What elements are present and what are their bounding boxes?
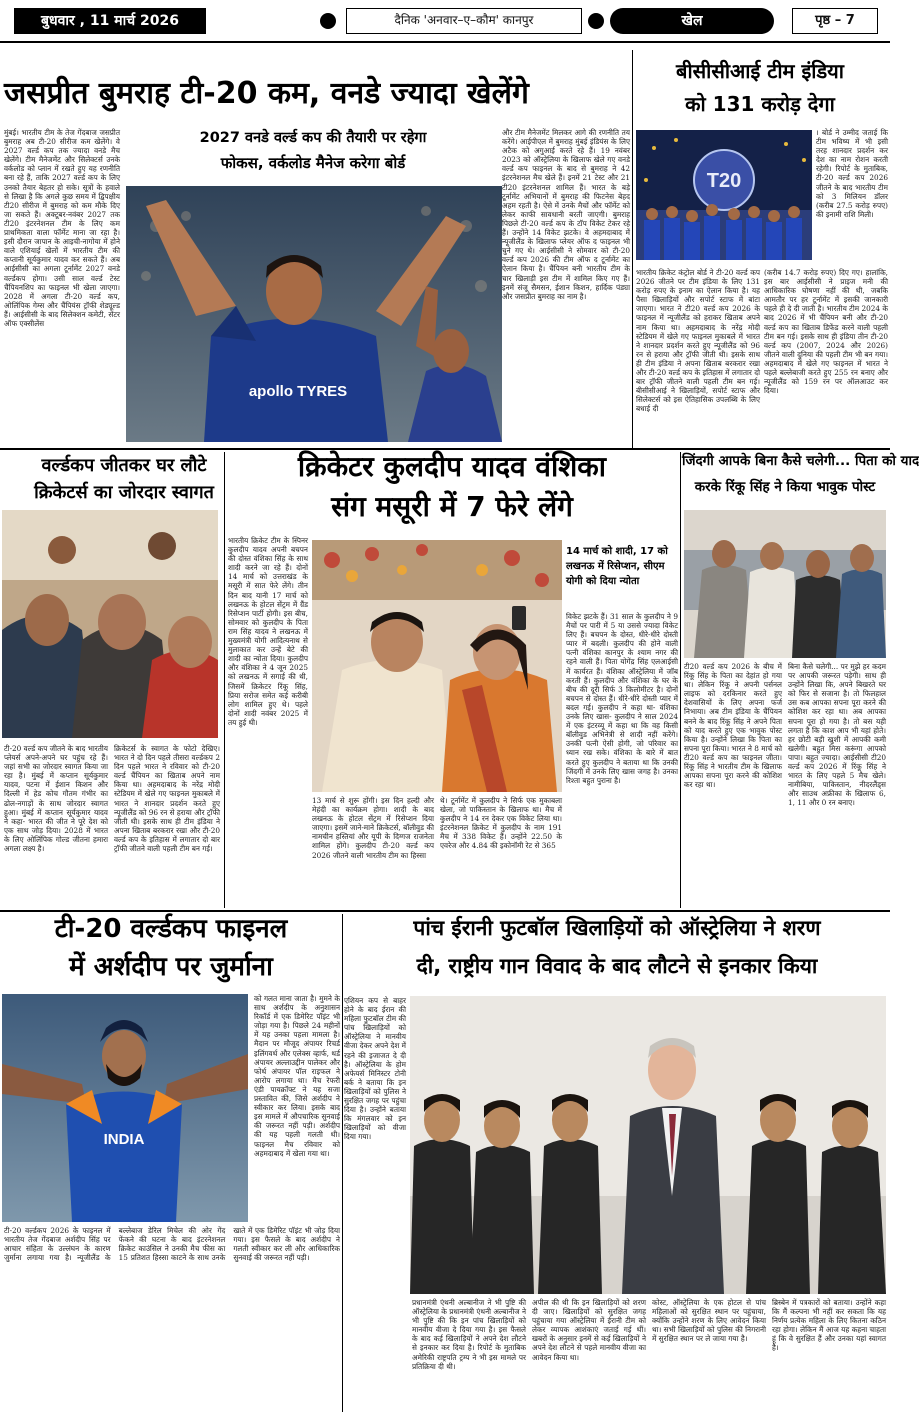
rule-below-middle — [0, 910, 890, 912]
kuldeep-headline-2: संग मसूरी में 7 फेरे लेंगे — [331, 490, 573, 523]
iran-column-d: कोस्ट, ऑस्ट्रेलिया के एक होटल से पांच महिलाओं को सुरक्षित स्थान पर पहुंचाया, क्योंकि उन्होंने शरण के लिए आवेदन किया था। सभी खिलाड़ियों को पुलिस की निगरानी में सुरक्षित स्थान पर ले जाया गया है। — [652, 1298, 766, 1344]
bullet-dot-left — [320, 13, 336, 29]
bumrah-column-1: मुंबई। भारतीय टीम के तेज गेंदबाज जसप्रीत बुमराह अब टी-20 सीरीज कम खेलेंगे। वे 2027 वर्ल्ड कप तक ज्यादा वनडे मैच खेलेंगे। टीम मैनेजमेंट और सिलेक्टर्स उनके वर्कलोड को प्लान में रखते हुए यह रणनीति बना रहे हैं, ताकि 2027 वर्ल्ड कप के लिए उनको तैयार बेहतर हो सके। सूत्रों के हवाले से लिखा है कि अगले कुछ समय में द्विपक्षीय टी20 सीरीज में बुमराह को कम मौके दिए जा सकते हैं। अक्टूबर-नवंबर 2027 तक टी20 इंटरनेशनल टीम के लिए कम प्राथमिकता वाला फॉर्मेट माना जा रहा है। इसी दौरान जापान के आइची-नागोया में होने वाले एशियाई खेलों में भारतीय टीम की कप्तानी सूर्यकुमार यादव कर सकते हैं। अब आईसीसी का अगला टूर्नामेंट 2027 वनडे वर्ल्डकप होगा। उसी साल वर्ल्ड टेस्ट चैंपियनशिप का फाइनल भी खेला जाएगा। 2028 में अगला टी-20 वर्ल्ड कप, ओलिंपिक गेम्स और चैंपियंस ट्रॉफी शेड्यूल्ड हैं। आईसीसी के बाद सिलेक्शन कमेटी, सेंटर ऑफ एक्सीलेंस — [4, 128, 120, 328]
paper-name-box — [346, 8, 582, 34]
bumrah-subhead-1: 2027 वनडे वर्ल्ड कप की तैयारी पर रहेगा — [199, 130, 427, 146]
bumrah-subhead-2: फोकस, वर्कलोड मैनेज करेगा बोर्ड — [220, 154, 406, 172]
page-number: पृष्ठ – 7 — [815, 13, 855, 28]
welcome-column-a: टी-20 वर्ल्ड कप जीतने के बाद भारतीय प्लेयर्स अपने-अपने घर पहुंच रहे हैं। जहां सभी का जोरदार स्वागत किया जा रहा है। मुंबई में कप्तान सूर्यकुमार यादव, पटना में ईशान किशन और दिल्ली में हेड कोच गौतम गंभीर का ढोल-नगाड़ों के साथ जोरदार स्वागत हुआ। मुंबई में कप्तान सूर्यकुमार यादव ने कहा- भारत की जीत ने पूरे देश को एक साथ जोड़ दिया। 2028 में भारत के लिए ओलिंपिक गोल्ड जीतना हमारा अगला लक्ष्य है। — [4, 744, 108, 854]
bcci-headline-2: को 131 करोड़ देगा — [685, 92, 835, 116]
arshdeep-headline-1: टी-20 वर्ल्डकप फाइनल — [54, 914, 288, 944]
iran-headline-1: पांच ईरानी फुटबॉल खिलाड़ियों को ऑस्ट्रेलिया ने शरण — [413, 916, 821, 940]
arshdeep-jersey-logo: INDIA — [103, 1131, 145, 1148]
bumrah-jersey-logo: apollo TYRES — [248, 383, 348, 400]
arshdeep-photo — [2, 994, 248, 1222]
rule-vert-bottom — [342, 914, 343, 1412]
arshdeep-headline-2: में अर्शदीप पर जुर्माना — [69, 952, 273, 982]
welcome-column-b: क्रिकेटर्स के स्वागत के फोटो देखिए। भारत ने दो दिन पहले तीसरा वर्ल्डकप 2 दिन पहले भारत ने रविवार को टी-20 वर्ल्ड चैंपियन का खिताब अपने नाम किया था। अहमदाबाद के नरेंद्र मोदी स्टेडियम में खेले गए फाइनल मुकाबले में भारत ने शानदार प्रदर्शन करते हुए न्यूजीलैंड को 96 रन से हराया और ट्रॉफी जीती थी। इसके साथ ही टीम इंडिया ने अपना खिताब बरकरार रखा और टी-20 वर्ल्ड कप के इतिहास में लगातार दो बार ट्रॉफी जीतने वाली पहली टीम बन गई। — [114, 744, 220, 854]
welcome-photo — [2, 510, 218, 738]
kuldeep-column-d: विकेट झटके हैं। 31 साल के कुलदीप ने 9 मैचों पर पारी में 5 या उससे ज्यादा विकेट लिए हैं। बचपन के दोस्त, धीरे-धीरे दोस्ती प्यार में बदली। कुलदीप की होने वाली पत्नी वंशिका कानपुर के श्याम नगर की रहने वाली हैं। पिता योगेंद्र सिंह एलआईसी में कार्यरत हैं। वंशिका ऑस्ट्रेलिया में जॉब करती हैं। कुलदीप और वंशिका के घर के बीच की दूरी सिर्फ 3 किलोमीटर है। दोनों बचपन से दोस्त हैं। धीरे-धीरे दोस्ती प्यार में बदल गई। कुलदीप ने कहा था- वंशिका उनके लिए खास- कुलदीप ने साल 2024 में एक इंटरव्यू में कहा था कि वह किसी बॉलीवुड अभिनेत्री से शादी नहीं करेंगे। उनकी पत्नी ऐसी होगी, जो परिवार का ध्यान रख सके। वंशिका के बारे में बात करते हुए कुलदीप ने बताया था कि उनकी जिंदगी में उनके लिए खास जगह है। उनका रिश्ता बहुत पुराना है। — [566, 612, 678, 785]
bumrah-column-4: और टीम मैनेजमेंट मिलकर आगे की रणनीति तय करेंगे। आईपीएल में बुमराह मुंबई इंडियंस के लिए अटैक को अगुआई करते रहे हैं। 19 नवंबर 2023 को ऑस्ट्रेलिया के खिलाफ खेले गए वनडे वर्ल्ड कप फाइनल के बाद से बुमराह ने 42 इंटरनेशनल मैच खेले हैं। इनमें 21 टेस्ट और 21 टी20 इंटरनेशनल शामिल हैं। भारत के बड़े टूर्नामेंट अभियानों में बुमराह की फिटनेस बेहद अहम रहती है। ऐसे में उनके मैचों और फॉर्मेट को लेकर काफी सावधानी बरती जाएगी। बुमराह पिछले टी-20 वर्ल्ड कप के टॉप विकेट टेकर रहे हैं। उन्होंने 14 विकेट झटके। वे अहमदाबाद में न्यूजीलैंड के खिलाफ प्लेयर ऑफ द फाइनल भी चुने गए थे। आईसीसी ने सोमवार को टी-20 वर्ल्ड कप 2026 की टीम ऑफ द टूर्नामेंट का ऐलान किया है। चैंपियन बनी भारतीय टीम के चार खिलाड़ी इस टीम में शामिल किए गए हैं। इनमें संजू सैमसन, ईशान किशन, हार्दिक पंड्या और जसप्रीत बुमराह का नाम है। — [502, 128, 630, 301]
rule-vert-mid-left — [224, 452, 225, 908]
section-label: खेल — [681, 13, 703, 29]
date-box — [14, 8, 206, 34]
iran-photo — [410, 996, 886, 1294]
rinku-headline-2: करके रिंकू सिंह ने किया भावुक पोस्ट — [694, 479, 876, 495]
welcome-headline-2: क्रिकेटर्स का जोरदार स्वागत — [34, 482, 214, 503]
rule-vert-mid-right — [680, 452, 681, 908]
bcci-column-a: भारतीय क्रिकेट कंट्रोल बोर्ड ने टी-20 वर्ल्ड कप 2026 जीतने पर टीम इंडिया के लिए 131 करोड़ रुपए के इनाम का ऐलान किया है। यह पैसा खिलाड़ियों और सपोर्ट स्टाफ में बांटा जाएगा। भारत ने टी20 वर्ल्ड कप 2026 के फाइनल में न्यूजीलैंड को हराकर खिताब अपने नाम किया था। अहमदाबाद के नरेंद्र मोदी स्टेडियम में खेले गए फाइनल मुकाबले में भारत ने शानदार प्रदर्शन करते हुए न्यूजीलैंड को 96 रन से हराया और ट्रॉफी जीती थी। इसके साथ ही टीम इंडिया ने अपना खिताब बरकरार रखा और टी-20 वर्ल्ड कप के इतिहास में लगातार दो बार ट्रॉफी जीतने वाली पहली टीम बन गई। बीसीसीआई ने खिलाड़ियों, सपोर्ट स्टाफ और सिलेक्टर्स को इस ऐतिहासिक उपलब्धि के लिए बधाई दी — [636, 268, 760, 414]
section-box — [610, 8, 774, 34]
bumrah-headline: जसप्रीत बुमराह टी-20 कम, वनडे ज्यादा खेलेंगे — [4, 76, 529, 111]
rule-vert-top — [632, 50, 633, 448]
kuldeep-headline-1: क्रिकेटर कुलदीप यादव वंशिका — [297, 450, 607, 483]
bcci-column-right: । बोर्ड ने उम्मीद जताई कि टीम भविष्य में भी इसी तरह शानदार प्रदर्शन कर देश का नाम रोशन करती रहेगी। रिपोर्ट के मुताबिक, टी-20 वर्ल्ड कप 2026 जीतने के बाद भारतीय टीम को 3 मिलियन डॉलर (करीब 27.5 करोड़ रुपए) की इनामी राशि मिली। — [816, 128, 888, 219]
paper-name: दैनिक 'अनवार–ए–कौम' कानपुर — [394, 13, 534, 27]
kuldeep-side-head: 14 मार्च को शादी, 17 को लखनऊ में रिसेप्शन, सीएम योगी को दिया न्योता — [566, 546, 668, 587]
kuldeep-column-a: भारतीय क्रिकेट टीम के स्पिनर कुलदीप यादव अपनी बचपन की दोस्त वंशिका सिंह के साथ शादी करने जा रहे हैं। दोनों 14 मार्च को उत्तराखंड के मसूरी में सात फेरे लेंगे। तीन दिन बाद यानी 17 मार्च को लखनऊ के होटल सेंट्रम में ग्रैंड रिसेप्शन पार्टी होगी। इस बीच, सोमवार को कुलदीप के पिता राम सिंह यादव ने लखनऊ में मुख्यमंत्री योगी आदित्यनाथ से मुलाकात कर उन्हें बेटे की शादी का न्योता दिया। कुलदीप और वंशिका ने 4 जून 2025 को लखनऊ में सगाई की थी, जिसमें क्रिकेटर रिंकू सिंह, प्रिया सरोज समेत कई करीबी लोग शामिल हुए थे। पहले दोनों शादी नवंबर 2025 में तय हुई थी। — [228, 536, 308, 727]
date-text: बुधवार , 11 मार्च 2026 — [41, 13, 179, 29]
masthead — [0, 0, 890, 40]
kuldeep-photo — [312, 540, 562, 792]
iran-column-b: प्रधानमंत्री एंथनी अल्बानीज ने भी पुष्टि की ऑस्ट्रेलिया के प्रधानमंत्री एंथनी अल्बानीज ने भी पुष्टि की कि इन पांच खिलाड़ियों को मानवीय वीजा दे दिया गया है। इस फैसले के बाद कई खिलाड़ियों ने अपने देश लौटने से इनकार कर दिया है। रिपोर्ट के मुताबिक अमेरिकी राष्ट्रपति ट्रम्प ने भी इस मामले पर प्रतिक्रिया दी थी। — [412, 1298, 526, 1371]
iran-column-c: अपील की थी कि इन खिलाड़ियों को शरण दी जाए। खिलाड़ियों को सुरक्षित जगह पहुंचाया गया ऑस्ट्रेलिया में ईरानी टीम को लेकर व्यापक आशंकाएं जताई गई थीं। खबरों के अनुसार इनमें से कई खिलाड़ियों ने अपने देश लौटने से पहले मानवीय वीजा का आवेदन किया था। — [532, 1298, 646, 1362]
welcome-headline-1: वर्ल्डकप जीतकर घर लौटे — [41, 455, 207, 476]
bcci-team-photo — [636, 130, 812, 260]
rinku-column-b: बिना कैसे चलेगी... पर मुझे हर कदम पर आपकी जरूरत पड़ेगी। साथ ही उन्होंने लिखा कि, अपने बिखरते घर को फिर से सजाना है। तो फिलहाल उस कब आपका सपना पूरा करने की कोशिश कर रहा था। अब आपका सपना पूरा हो गया है। तो बस यही लगता है कि काश आप भी यहां होते। हर छोटी बड़ी खुशी में आपकी कमी खलेगी। बहुत मिस करूंगा आपको पापा। बहुत ज्यादा। आईसीसी टी20 वर्ल्ड कप 2026 में रिंकू सिंह ने भारत के लिए पहले 5 मैच खेले। नामीबिया, पाकिस्तान, नीदरलैंड्स और साउथ अफ्रीका के खिलाफ 6, 1, 11 और 0 रन बनाए। — [788, 662, 886, 808]
iran-column-a: एशियन कप से बाहर होने के बाद ईरान की महिला फुटबॉल टीम की पांच खिलाड़ियों को ऑस्ट्रेलिया ने मानवीय वीजा देकर अपने देश में रहने की इजाजत दे दी है। ऑस्ट्रेलिया के होम अफेयर्स मिनिस्टर टोनी बर्क ने बताया कि इन खिलाड़ियों को पुलिस ने सुरक्षित जगह पर पहुंचा दिया है। उन्होंने बताया कि मंगलवार को इन खिलाड़ियों को वीजा दिया गया। — [344, 996, 406, 1142]
bcci-headline-1: बीसीसीआई टीम इंडिया — [676, 59, 844, 83]
arshdeep-column-b: को गलत माना जाता है। मुमने के साथ अर्शदीप के अनुशासन रिकॉर्ड में एक डिमेरिट पॉइंट भी जोड़ा गया है। पिछले 24 महीनों में यह उनका पहला मामला है। मैदान पर मौजूद अंपायर रिचर्ड इलिंगवर्थ और एलेक्स व्हार्फ, थर्ड अंपायर अल्लाउद्दीन पालेकर और फोर्थ अंपायर पॉल राइफल ने आरोप लगाया था। मैच रेफरी एंडी पायक्रॉफ्ट ने यह सजा प्रस्तावित की, जिसे अर्शदीप ने स्वीकार कर लिया। इसके बाद इस मामले में औपचारिक सुनवाई की जरूरत नहीं पड़ी। अर्शदीप की यह पहली गलती थी। फाइनल मैच रविवार को अहमदाबाद में खेला गया था। — [254, 994, 340, 1158]
bcci-column-b: (करीब 14.7 करोड़ रुपए) दिए गए। हालांकि, इस बार आईसीसी ने प्राइज मनी की आधिकारिक घोषणा नहीं की थी, जबकि आमतौर पर हर टूर्नामेंट में इसकी जानकारी पहले ही दे दी जाती है। भारतीय टीम 2024 के बाद 2026 में भी चैंपियन बनी और टी-20 वर्ल्ड कप का खिताब डिफेंड करने वाली पहली टीम बन गई। इसके साथ ही इंडिया तीन टी-20 वर्ल्ड कप (2007, 2024 और 2026) जीतने वाली दुनिया की पहली टीम भी बन गया। अहमदाबाद में खेले गए फाइनल में भारत ने पहले बल्लेबाजी करते हुए 255 रन बनाए और न्यूजीलैंड को 159 रन पर ऑलआउट कर दिया। — [764, 268, 888, 396]
arshdeep-column-a: टी-20 वर्ल्डकप 2026 के फाइनल में भारतीय तेज गेंदबाज अर्शदीप सिंह पर आचार संहिता के उल्लंघन के कारण जुर्माना लगाया गया है। न्यूजीलैंड के बल्लेबाज डेरिल मिचेल की ओर गेंद फेंकने की घटना के बाद इंटरनेशनल क्रिकेट काउंसिल ने उनकी मैच फीस का 15 प्रतिशत हिस्सा काटने के साथ उनके खाते में एक डिमेरिट पॉइंट भी जोड़ दिया गया। इस फैसले के बाद अर्शदीप ने गलती स्वीकार कर ली और आधिकारिक सुनवाई की जरूरत नहीं पड़ी। — [4, 1226, 340, 1263]
rinku-column-a: टी20 वर्ल्ड कप 2026 के बीच में रिंकू सिंह के पिता का देहांत हो गया था। लेकिन रिंकू ने अपनी पर्सनल लाइफ को दरकिनार करते हुए देशवासियों के लिए अपना फर्ज निभाया। अब टीम इंडिया के चैंपियन बनने के बाद रिंकू सिंह ने अपने पिता को याद करते हुए एक भावुक पोस्ट किया है। उन्होंने लिखा कि पिता का सपना पूरा किया। भारत ने 8 मार्च को टी20 वर्ल्ड कप का फाइनल जीता। रिंकू सिंह ने भारतीय टीम के खिलाफ आपका सपना पूरा करने की कोशिश कर रहा था। — [684, 662, 782, 790]
bcci-banner-text: T20 — [706, 170, 742, 192]
kuldeep-column-c: थे। टूर्नामेंट में कुलदीप ने सिर्फ एक मुकाबला खेला, जो पाकिस्तान के खिलाफ था। मैच में कुलदीप ने 14 रन देकर एक विकेट लिया था। इंटरनेशनल क्रिकेट में कुलदीप के नाम 191 मैच में 338 विकेट हैं। उन्होंने 22.50 के एवरेज और 4.84 की इकोनॉमी रेट से 365 — [440, 796, 562, 851]
bullet-dot-right — [588, 13, 604, 29]
page-number-box — [792, 8, 878, 34]
rinku-photo — [684, 510, 886, 658]
masthead-rule — [0, 41, 890, 43]
bumrah-photo — [126, 186, 502, 442]
rinku-headline-1: जिंदगी आपके बिना कैसे चलेगी... पिता को याद — [682, 453, 919, 469]
iran-headline-2: दी, राष्ट्रीय गान विवाद के बाद लौटने से इनकार किया — [416, 954, 818, 978]
kuldeep-column-b: 13 मार्च से शुरू होंगी। इस दिन हल्दी और मेहंदी का कार्यक्रम होगा। शादी के बाद लखनऊ के होटल सेंट्रम में रिसेप्शन दिया जाएगा। इसमें जाने-माने क्रिकेटर्स, बॉलीवुड की नामचीन हस्तियां और यूपी के दिग्गज राजनेता शामिल होंगे। कुलदीप टी-20 वर्ल्ड कप 2026 जीतने वाली भारतीय टीम का हिस्सा — [312, 796, 434, 860]
iran-column-e: ब्रिस्बेन में पत्रकारों को बताया। उन्होंने कहा कि मैं कल्पना भी नहीं कर सकता कि यह निर्णय प्रत्येक महिला के लिए कितना कठिन रहा होगा। लेकिन मैं आज यह कहना चाहता हूं कि वे सुरक्षित हैं और उनका यहां स्वागत है। — [772, 1298, 886, 1353]
